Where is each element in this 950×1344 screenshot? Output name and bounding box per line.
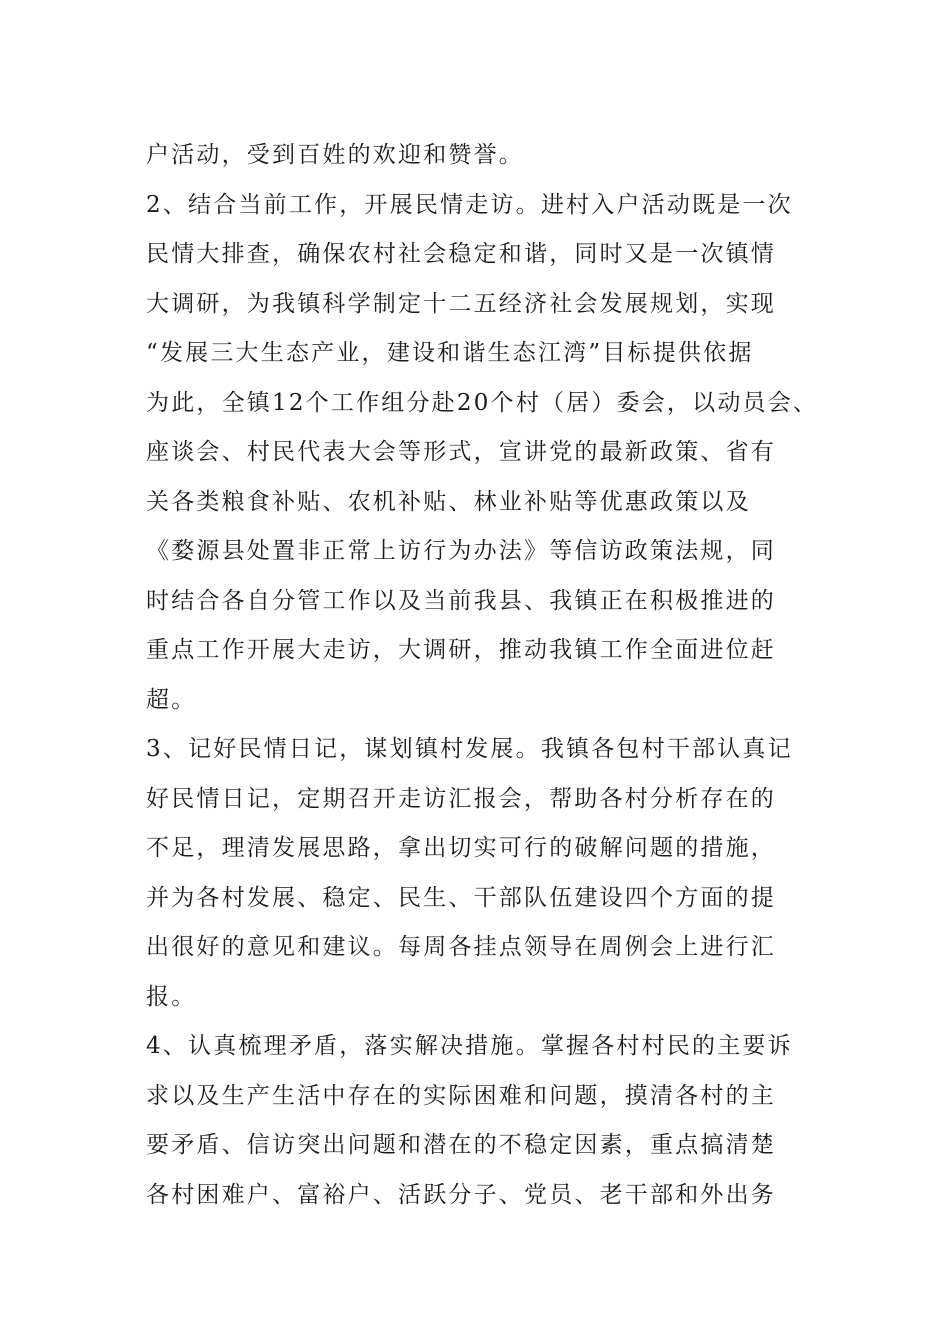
- text-line: 重点工作开展大走访，大调研，推动我镇工作全面进位赶: [146, 637, 776, 663]
- text-line: 出很好的意见和建议。每周各挂点领导在周例会上进行汇: [146, 934, 776, 960]
- document-body: [146, 131, 826, 1220]
- text-line: 各村困难户、富裕户、活跃分子、党员、老干部和外出务: [146, 1181, 776, 1208]
- text-line: 时结合各自分管工作以及当前我县、我镇正在积极推进的: [146, 587, 776, 614]
- text-line: 不足，理清发展思路，拿出切实可行的破解问题的措施，: [146, 835, 776, 861]
- text-line: 2、结合当前工作，开展民情走访。进村入户活动既是一次: [146, 191, 793, 218]
- text-line: 要矛盾、信访突出问题和潜在的不稳定因素，重点搞清楚: [146, 1132, 776, 1158]
- text-line: 3、记好民情日记，谋划镇村发展。我镇各包村干部认真记: [146, 736, 793, 762]
- text-line: 户活动，受到百姓的欢迎和赞誉。: [146, 142, 524, 168]
- text-line: 大调研，为我镇科学制定十二五经济社会发展规划，实现: [146, 290, 776, 317]
- text-line: 求以及生产生活中存在的实际困难和问题，摸清各村的主: [146, 1082, 776, 1109]
- text-line: 关各类粮食补贴、农机补贴、林业补贴等优惠政策以及: [146, 488, 751, 515]
- text-line: 4、认真梳理矛盾，落实解决措施。掌握各村村民的主要诉: [146, 1033, 793, 1059]
- text-line: 座谈会、村民代表大会等形式，宣讲党的最新政策、省有: [146, 439, 776, 465]
- text-line: 超。: [146, 686, 197, 713]
- text-line: 为此，全镇12个工作组分赴20个村（居）委会，以动员会、: [146, 389, 819, 416]
- text-line: 民情大排查，确保农村社会稳定和谐，同时又是一次镇情: [146, 241, 776, 267]
- text-line: 好民情日记，定期召开走访汇报会，帮助各村分析存在的: [146, 785, 776, 812]
- text-line: 《婺源县处置非正常上访行为办法》等信访政策法规，同: [146, 538, 776, 564]
- text-line: 报。: [146, 983, 197, 1010]
- text-line: 并为各村发展、稳定、民生、干部队伍建设四个方面的提: [146, 884, 776, 911]
- text-line: “发展三大生态产业，建设和谐生态江湾”目标提供依据: [146, 340, 754, 366]
